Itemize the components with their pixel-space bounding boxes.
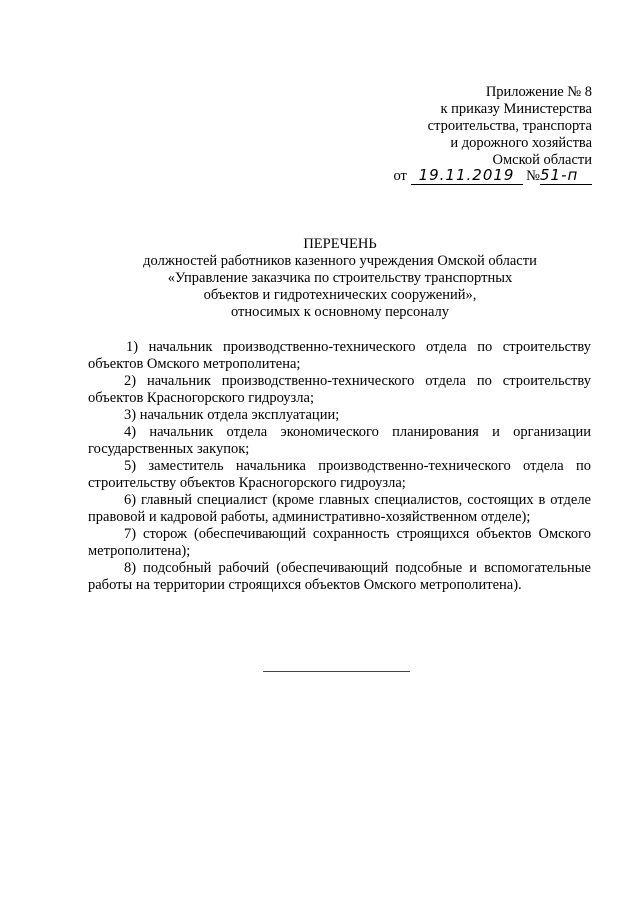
- title-line: должностей работников казенного учреждения Омской области: [143, 253, 537, 269]
- list-item: 1) начальник производственно-технического отдела по строительству объектов Омского метрополитена;: [88, 339, 591, 372]
- list-item: 2) начальник производственно-технического отдела по строительству объектов Красногорского гидроузла;: [88, 373, 591, 406]
- list-item: 6) главный специалист (кроме главных специалистов, состоящих в отделе правовой и кадровой работы, административно-хозяйственном отделе);: [88, 492, 591, 525]
- appendix-line: Приложение № 8: [485, 84, 592, 100]
- list-item: 7) сторож (обеспечивающий сохранность строящихся объектов Омского метрополитена);: [88, 526, 591, 559]
- title-line: «Управление заказчика по строительству транспортных: [167, 270, 513, 286]
- appendix-line: к приказу Министерства: [440, 101, 592, 117]
- appendix-line: строительства, транспорта: [427, 118, 592, 134]
- title-line: объектов и гидротехнических сооружений»,: [203, 287, 477, 303]
- appendix-header: [332, 84, 592, 169]
- appendix-line: Омской области: [492, 152, 592, 168]
- list-item: 5) заместитель начальника производственно-технического отдела по строительству объектов Красногорского гидроузла;: [88, 458, 591, 491]
- handwritten-number: 51-п: [540, 167, 592, 185]
- document-title: [100, 236, 580, 321]
- list-item: 3) начальник отдела эксплуатации;: [124, 407, 340, 423]
- number-label: №: [526, 168, 540, 184]
- handwritten-date: 19.11.2019: [411, 167, 523, 185]
- list-item: 8) подсобный рабочий (обеспечивающий подсобные и вспомогательные работы на территории строящихся объектов Омского метрополитена).: [88, 560, 591, 593]
- order-date-number: [394, 167, 593, 185]
- positions-list: [88, 339, 591, 594]
- list-item: 4) начальник отдела экономического планирования и организации государственных закупок;: [88, 424, 591, 457]
- title-line: относимых к основному персоналу: [230, 304, 450, 320]
- appendix-line: и дорожного хозяйства: [450, 135, 592, 151]
- closing-divider: [263, 671, 410, 672]
- from-label: от: [393, 168, 407, 184]
- title-heading: ПЕРЕЧЕНЬ: [303, 236, 377, 252]
